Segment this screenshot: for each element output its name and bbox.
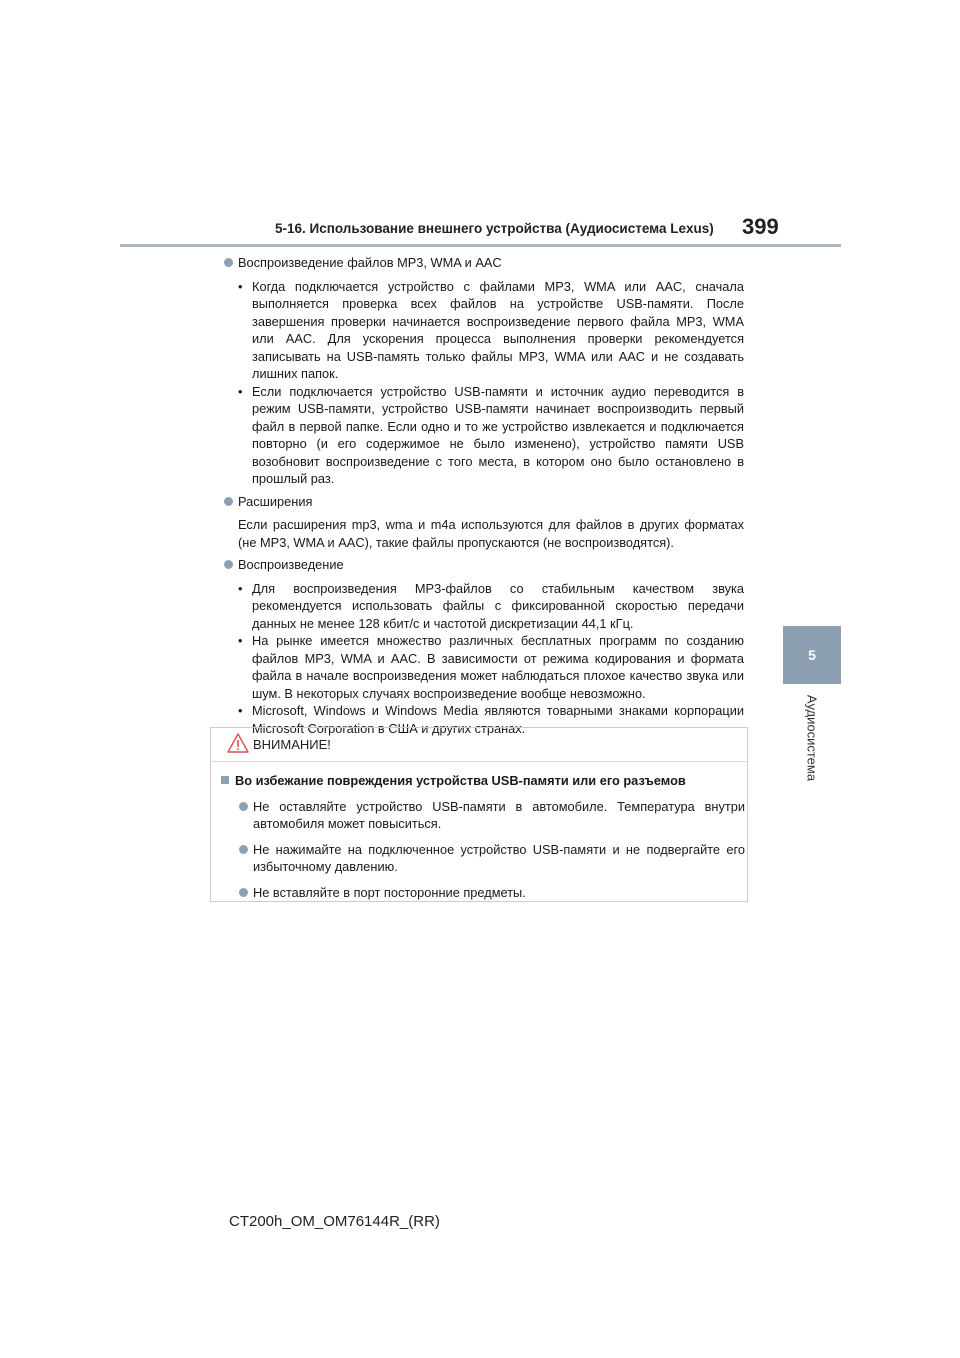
warning-subheading: Во избежание повреждения устройства USB-памяти или его разъемов: [221, 772, 745, 790]
warning-box: [210, 727, 748, 902]
bullet-dot-icon: [239, 845, 248, 854]
bullet-dot-icon: [239, 802, 248, 811]
bullet-list: [238, 580, 744, 738]
warning-item: Не оставляйте устройство USB-памяти в автомобиле. Температура внутри автомобиля может повыситься.: [239, 798, 745, 833]
square-bullet-icon: [221, 776, 229, 784]
chapter-label: Аудиосистема: [804, 694, 820, 782]
list-item: • Для воспроизведения MP3-файлов со стабильным качеством звука рекомендуется использовать файлы с фиксированной скоростью передачи данных не менее 128 кбит/с и частотой дискретизации 44,1 кГц.: [238, 580, 744, 633]
bullet-dot-icon: [239, 888, 248, 897]
list-item: • На рынке имеется множество различных бесплатных программ по созданию файлов MP3, WMA и AAC. В зависимости от режима кодирования и формата файла в начале воспроизведения может наблюдаться плохое качество звука или шум. В некоторых случаях воспроизведение вообще невозможно.: [238, 632, 744, 702]
chapter-tab: [783, 626, 841, 684]
section-heading: Воспроизведение: [224, 556, 744, 574]
warning-item: Не вставляйте в порт посторонние предметы.: [239, 884, 745, 902]
chapter-number: 5: [808, 647, 816, 663]
bullet-list: [238, 278, 744, 488]
list-item: • Microsoft, Windows и Windows Media являются товарными знаками корпорации Microsoft Corporation в США и других странах.: [238, 702, 744, 737]
section-paragraph: Если расширения mp3, wma и m4a используются для файлов в других форматах (не MP3, WMA и AAC), такие файлы пропускаются (не воспроизводятся).: [238, 517, 744, 550]
bullet-dot-icon: [224, 497, 233, 506]
header-divider: [120, 244, 841, 247]
section-title: 5-16. Использование внешнего устройства (Аудиосистема Lexus): [275, 221, 714, 236]
list-item: • Когда подключается устройство с файлами MP3, WMA или AAC, сначала выполняется проверка всех файлов на устройстве USB-памяти. После завершения проверки начинается воспроизведение первого файла MP3, WMA или AAC. Для ускорения процесса выполнения проверки рекомендуется записывать на USB-память только файлы MP3, WMA или AAC и не создавать лишних папок.: [238, 278, 744, 383]
bullet-dot-icon: [224, 258, 233, 267]
warning-title: ВНИМАНИЕ!: [253, 737, 331, 752]
warning-header: [211, 728, 747, 762]
bullet-dot-icon: [224, 560, 233, 569]
section-heading: Расширения: [224, 493, 744, 511]
document-code: CT200h_OM_OM76144R_(RR): [229, 1213, 440, 1230]
warning-triangle-icon: [226, 732, 250, 754]
section-heading: Воспроизведение файлов MP3, WMA и AAC: [224, 254, 744, 272]
warning-item: Не нажимайте на подключенное устройство USB-памяти и не подвергайте его избыточному давлению.: [239, 841, 745, 876]
warning-body: [221, 772, 745, 901]
list-item: • Если подключается устройство USB-памяти и источник аудио переводится в режим USB-памяти, устройство USB-памяти начинает воспроизводить первый файл в первой папке. Если одно и то же устройство извлекается и подключается повторно (и его содержимое не было изменено), устройство памяти USB возобновит воспроизведение с того места, в котором оно было остановлено в прошлый раз.: [238, 383, 744, 488]
page-number: 399: [742, 214, 779, 239]
main-content: [224, 254, 744, 737]
